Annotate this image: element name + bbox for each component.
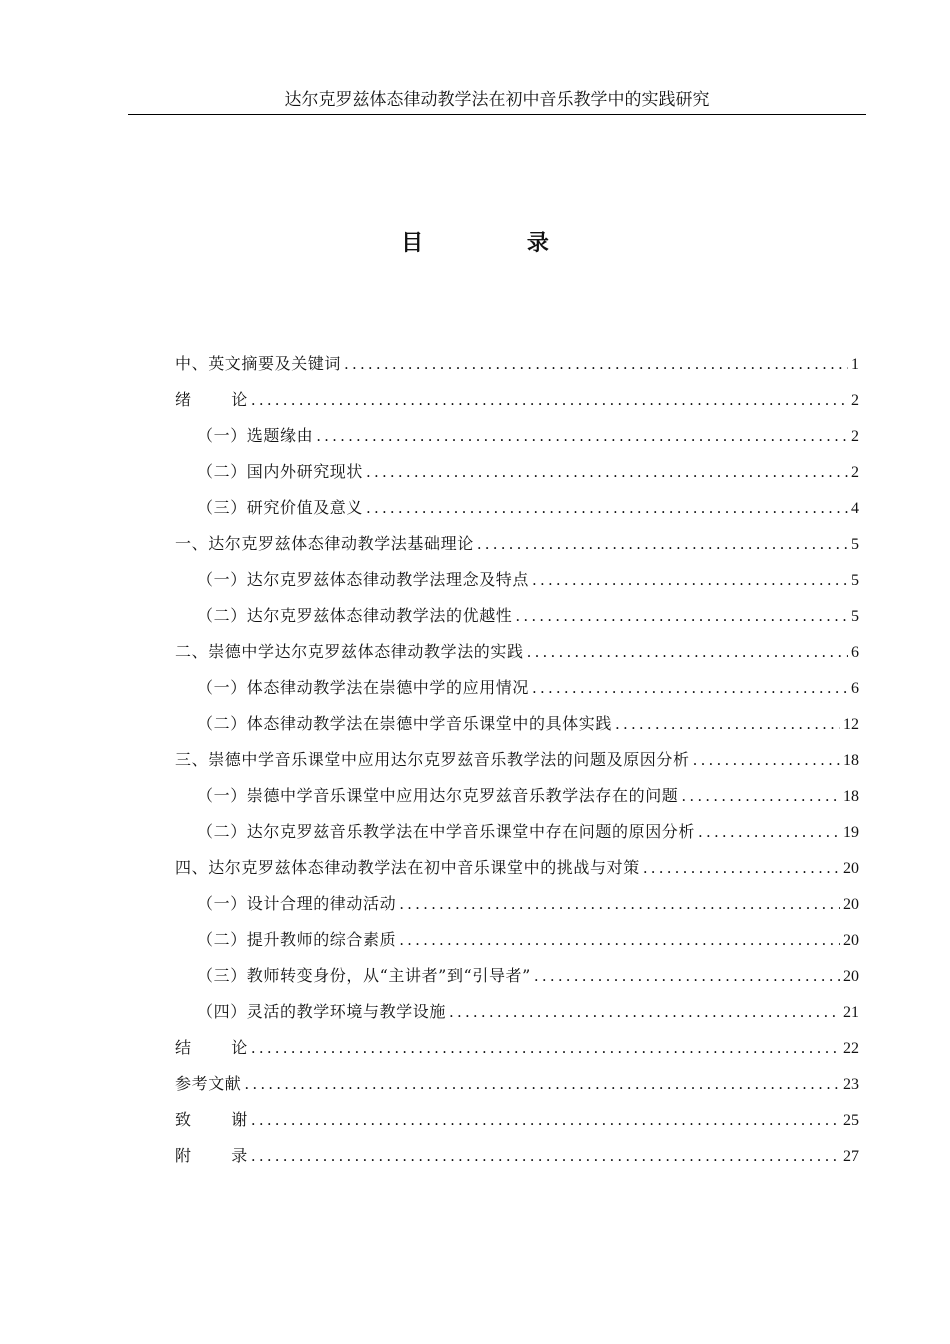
- toc-entry[interactable]: [175, 1102, 859, 1138]
- toc-entry[interactable]: [175, 706, 859, 742]
- toc-entry[interactable]: [175, 382, 859, 418]
- toc-page-number: 5: [851, 572, 859, 589]
- toc-page-number: 27: [843, 1148, 859, 1165]
- toc-entry-label: （一）体态律动教学法在崇德中学的应用情况: [197, 678, 530, 697]
- toc-dot-leader: [244, 1066, 840, 1102]
- toc-entry-label: （二）提升教师的综合素质: [197, 930, 397, 949]
- toc-dot-leader: [366, 454, 848, 490]
- toc-entry[interactable]: [175, 1066, 859, 1102]
- toc-dot-leader: [477, 526, 848, 562]
- toc-entry-label: （四）灵活的教学环境与教学设施: [197, 1002, 447, 1021]
- toc-entry[interactable]: [175, 742, 859, 778]
- toc-dot-leader: [399, 886, 840, 922]
- toc-entry-label: 附 录: [175, 1146, 248, 1165]
- toc-page-number: 4: [851, 500, 859, 517]
- toc-entry[interactable]: [175, 922, 859, 958]
- toc-dot-leader: [251, 1102, 840, 1138]
- toc-dot-leader: [251, 1030, 840, 1066]
- toc-entry[interactable]: [175, 778, 859, 814]
- toc-page-number: 12: [843, 716, 859, 733]
- toc-entry[interactable]: [175, 814, 859, 850]
- toc-entry-label: 三、崇德中学音乐课堂中应用达尔克罗兹音乐教学法的问题及原因分析: [175, 750, 690, 769]
- toc-entry-label: （一）达尔克罗兹体态律动教学法理念及特点: [197, 570, 530, 589]
- toc-page-number: 6: [851, 680, 859, 697]
- toc-dot-leader: [681, 778, 840, 814]
- toc-entry-label: 致 谢: [175, 1110, 248, 1129]
- toc-entry-label: 结 论: [175, 1038, 248, 1057]
- toc-entry[interactable]: [175, 958, 859, 994]
- toc-entry[interactable]: [175, 598, 859, 634]
- toc-page-number: 2: [851, 392, 859, 409]
- toc-page-number: 23: [843, 1076, 859, 1093]
- toc-dot-leader: [527, 634, 848, 670]
- header-rule: [128, 114, 866, 115]
- toc-dot-leader: [532, 562, 848, 598]
- toc-entry-label: （一）选题缘由: [197, 426, 314, 445]
- toc-dot-leader: [316, 418, 848, 454]
- toc-page-number: 6: [851, 644, 859, 661]
- toc-entry-label: （二）国内外研究现状: [197, 462, 364, 481]
- toc-page-number: 2: [851, 464, 859, 481]
- toc-entry[interactable]: [175, 850, 859, 886]
- toc-entry-label: 二、崇德中学达尔克罗兹体态律动教学法的实践: [175, 642, 524, 661]
- toc-entry[interactable]: [175, 994, 859, 1030]
- toc-entry-label: （三）研究价值及意义: [197, 498, 364, 517]
- toc-page-number: 1: [851, 356, 859, 373]
- toc-page-number: 21: [843, 1004, 859, 1021]
- toc-entry-label: （一）设计合理的律动活动: [197, 894, 397, 913]
- toc-entry[interactable]: [175, 490, 859, 526]
- toc-dot-leader: [532, 670, 848, 706]
- toc-dot-leader: [615, 706, 840, 742]
- toc-entry-label: 中、英文摘要及关键词: [175, 354, 342, 373]
- toc-page-number: 19: [843, 824, 859, 841]
- toc-entry-label: （一）崇德中学音乐课堂中应用达尔克罗兹音乐教学法存在的问题: [197, 786, 679, 805]
- toc-entry-label: （二）达尔克罗兹音乐教学法在中学音乐课堂中存在问题的原因分析: [197, 822, 696, 841]
- toc-entry[interactable]: [175, 454, 859, 490]
- toc-page-number: 25: [843, 1112, 859, 1129]
- toc-page-number: 20: [843, 896, 859, 913]
- toc-page-number: 5: [851, 536, 859, 553]
- toc-dot-leader: [693, 742, 840, 778]
- toc-entry-label: （二）体态律动教学法在崇德中学音乐课堂中的具体实践: [197, 714, 613, 733]
- toc-entry[interactable]: [175, 562, 859, 598]
- toc-dot-leader: [399, 922, 840, 958]
- toc-dot-leader: [344, 346, 848, 382]
- toc-entry-label: 四、达尔克罗兹体态律动教学法在初中音乐课堂中的挑战与对策: [175, 858, 640, 877]
- toc-entry[interactable]: [175, 418, 859, 454]
- toc-entry[interactable]: [175, 634, 859, 670]
- toc-page-number: 22: [843, 1040, 859, 1057]
- toc-page-number: 2: [851, 428, 859, 445]
- toc-entry[interactable]: [175, 886, 859, 922]
- toc-entry-label: （三）教师转变身份，从“主讲者”到“引导者”: [197, 966, 531, 985]
- toc-dot-leader: [251, 382, 848, 418]
- toc-dot-leader: [251, 1138, 840, 1174]
- toc-entry-label: （二）达尔克罗兹体态律动教学法的优越性: [197, 606, 513, 625]
- toc-entry-label: 绪 论: [175, 390, 248, 409]
- toc-dot-leader: [515, 598, 848, 634]
- toc-page-number: 20: [843, 968, 859, 985]
- toc-page-number: 20: [843, 932, 859, 949]
- running-header: 达尔克罗兹体态律动教学法在初中音乐教学中的实践研究: [284, 90, 710, 110]
- toc-dot-leader: [366, 490, 848, 526]
- toc-dot-leader: [643, 850, 840, 886]
- toc-dot-leader: [449, 994, 840, 1030]
- toc-entry[interactable]: [175, 346, 859, 382]
- toc-dot-leader: [698, 814, 840, 850]
- toc-entry[interactable]: [175, 670, 859, 706]
- toc-entry[interactable]: [175, 1030, 859, 1066]
- toc-entry-label: 一、达尔克罗兹体态律动教学法基础理论: [175, 534, 474, 553]
- toc-entry-label: 参考文献: [175, 1074, 242, 1093]
- toc-entry[interactable]: [175, 1138, 859, 1174]
- toc-page-number: 5: [851, 608, 859, 625]
- toc-page-number: 18: [843, 788, 859, 805]
- toc-page-number: 18: [843, 752, 859, 769]
- toc-page-number: 20: [843, 860, 859, 877]
- toc-title: 目 录: [401, 231, 597, 256]
- toc-entry[interactable]: [175, 526, 859, 562]
- toc-dot-leader: [534, 958, 840, 994]
- table-of-contents: [175, 346, 859, 1174]
